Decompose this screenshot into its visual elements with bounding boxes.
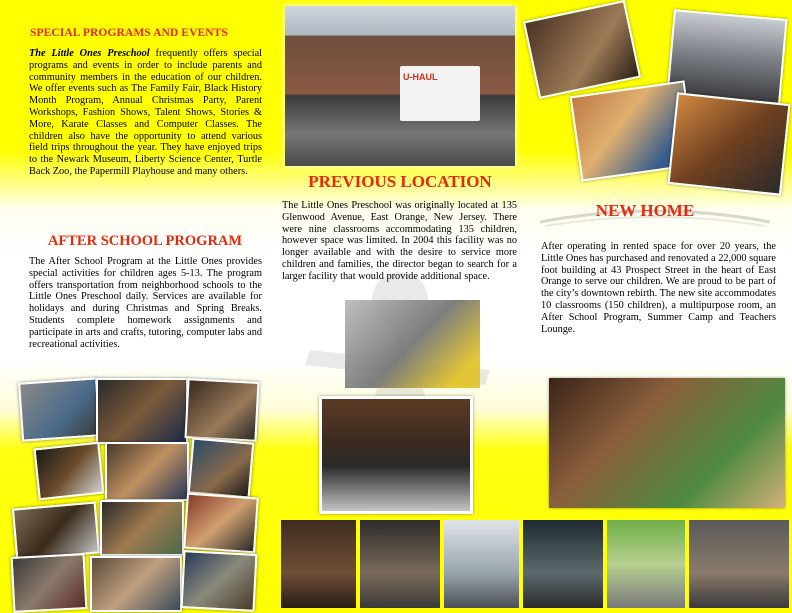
special-programs-lead: The Little Ones Preschool [29,48,150,59]
activity-photo [33,442,104,501]
previous-location-heading: PREVIOUS LOCATION [308,172,492,191]
special-programs-heading: SPECIAL PROGRAMS AND EVENTS [30,27,228,39]
activity-photo [100,500,184,556]
activity-photo [188,437,255,498]
activity-photo [12,501,100,560]
director-photo [319,396,473,514]
previous-location-text: The Little Ones Preschool was originally located at 135 Glenwood Avenue, East Orange, New Jersey. There were nine classrooms accommodating 135 children, however space was limited. In 2004 this facility was no longer available and with the desire to service more children and families, the director began to search for a larger facility that would provide additional space. [282,200,517,282]
renovation-photo [689,520,789,608]
renovation-photo [607,520,685,608]
activity-photo [18,377,101,441]
special-programs-text [29,48,262,178]
renovation-photo [523,520,603,608]
renovation-photo [360,520,440,608]
new-home-heading: NEW HOME [595,201,695,220]
renovation-photo [444,520,519,608]
classroom-photo [668,92,791,195]
renovation-photo [281,520,356,608]
activity-photo [181,550,258,612]
activity-photo [11,553,88,613]
teacher-with-children-photo [549,378,785,508]
special-programs-body: frequently offers special programs and events in order to include parents and community members in the education of our children. We offer events such as The Family Fair, Black History Month Program, Annual Christmas Party, Parent Workshops, Fashion Shows, Talent Shows, Stories & More, Karate Classes and Computer Classes. The children also have the opportunity to attend various field trips throughout the year. They have enjoyed trips to the Newark Museum, Liberty Science Center, Turtle Back Zoo, the Papermill Playhouse and many others. [29,48,263,177]
activity-photo [105,442,189,501]
forklift-photo [345,300,480,388]
activity-photo [90,556,182,612]
after-school-heading: AFTER SCHOOL PROGRAM [47,233,243,249]
activity-photo [96,378,188,444]
activity-photo [183,493,259,554]
previous-building-photo [285,6,515,166]
truck-label: U-HAUL [403,72,438,82]
new-home-text: After operating in rented space for over 20 years, the Little Ones has purchased and renovated a 22,000 square foot building at 43 Prospect Street in the heart of East Orange to serve our children. We are proud to be part of the city’s downtown rebirth. The new site accommodates 10 classrooms (150 children), a multipurpose room, an After School Program, Summer Camp and Teachers Lounge. [541,241,776,335]
after-school-text: The After School Program at the Little Ones provides special activities for children ages 5-13. The program offers transportation from neighborhood schools to the Little Ones Preschool daily. Services are available for holidays and during Christmas and Spring Breaks. Students complete homework assignments and participate in arts and crafts, tutoring, computer labs and recreational activities. [29,256,262,350]
activity-photo [184,378,259,442]
